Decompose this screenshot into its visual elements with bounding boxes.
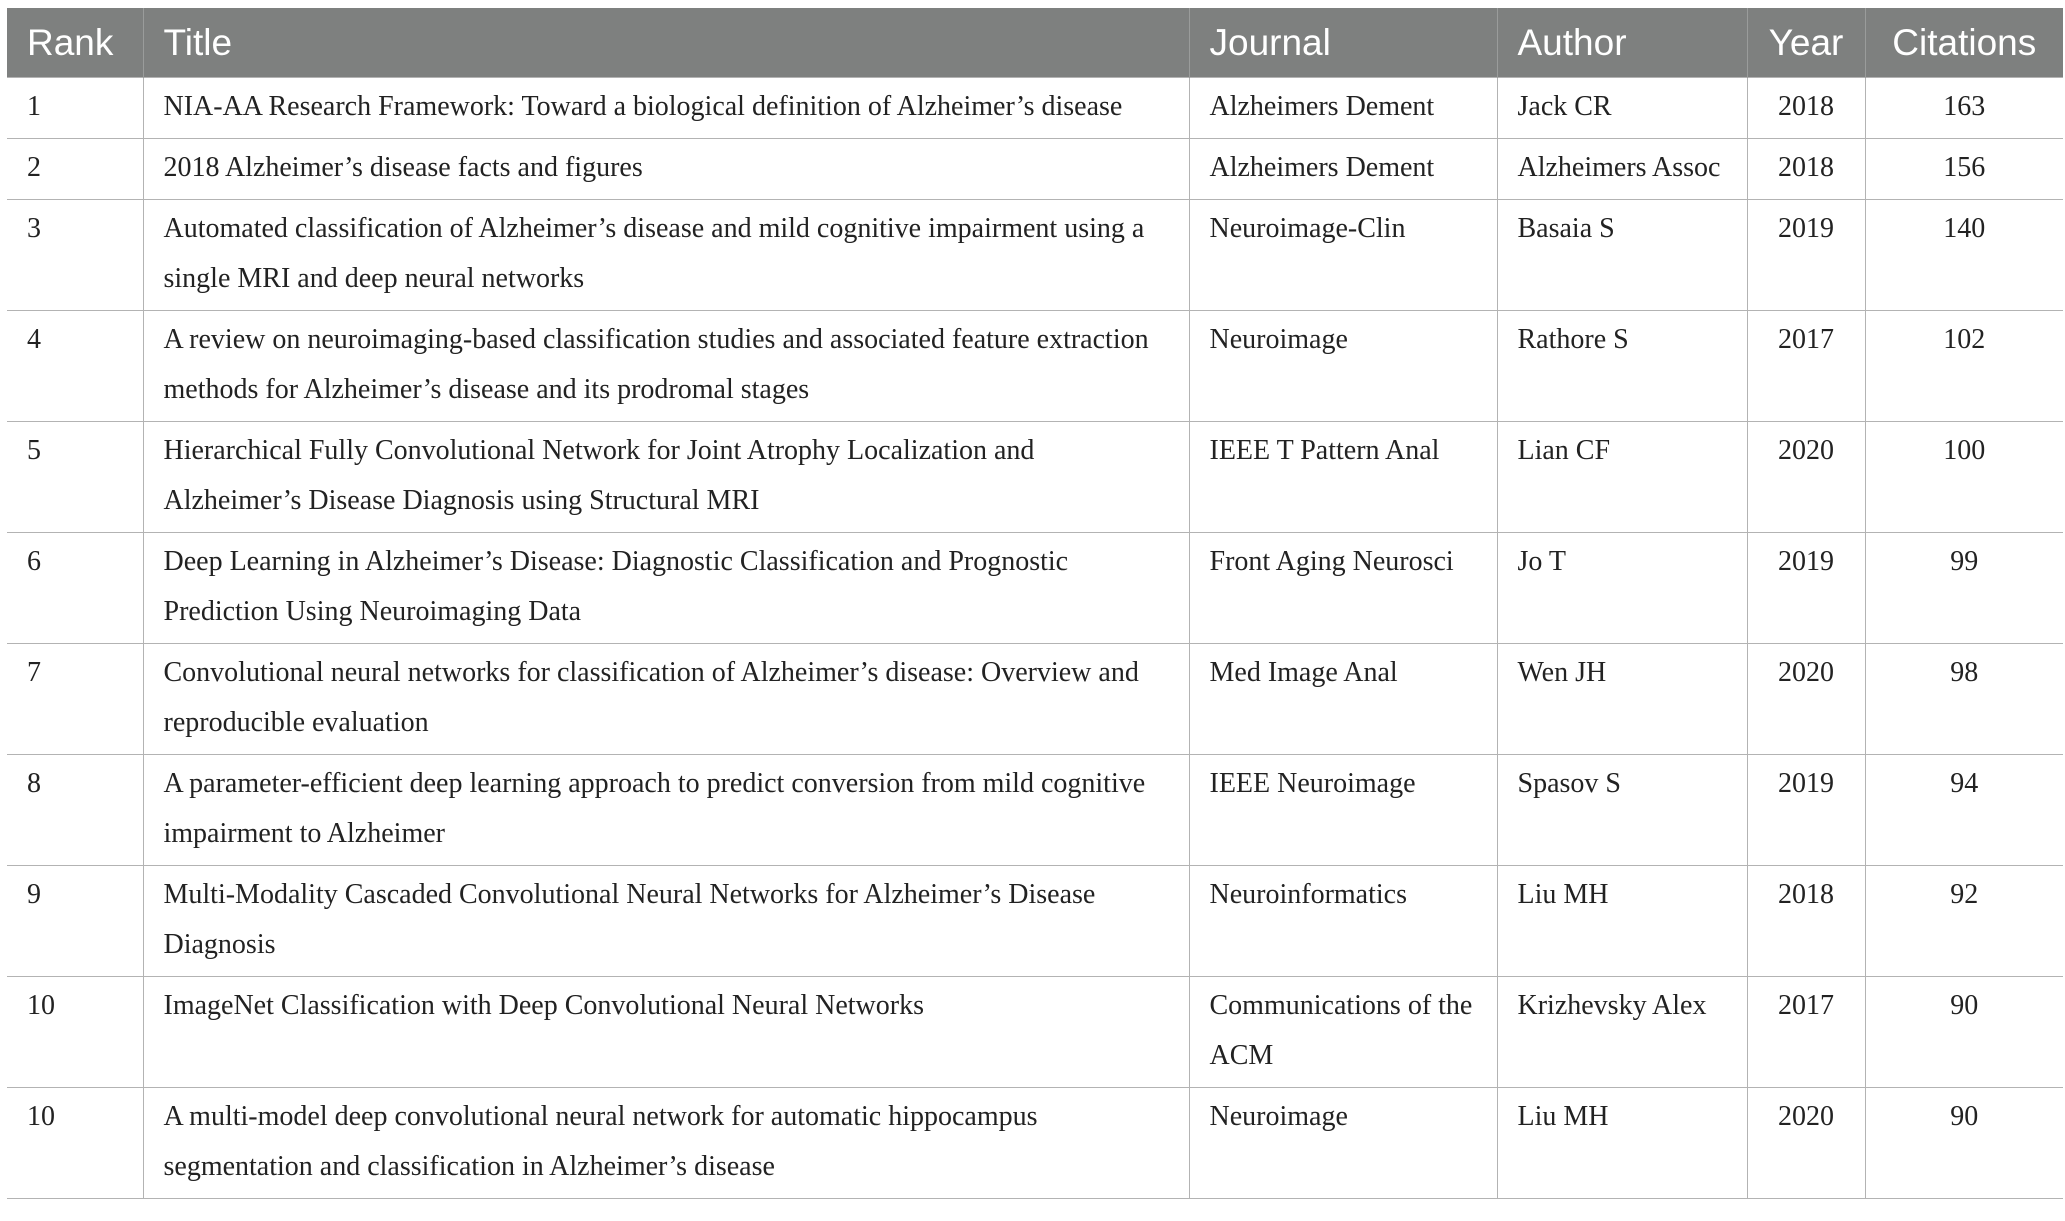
cell-author: Alzheimers Assoc (1497, 139, 1747, 200)
cell-author: Jo T (1497, 533, 1747, 644)
cell-title: Multi-Modality Cascaded Convolutional Neural Networks for Alzheimer’s Disease Diagnosis (143, 866, 1189, 977)
cell-year: 2020 (1747, 422, 1865, 533)
cell-author: Rathore S (1497, 311, 1747, 422)
cell-citations: 90 (1865, 977, 2063, 1088)
cell-year: 2018 (1747, 78, 1865, 139)
cell-journal: IEEE T Pattern Anal (1189, 422, 1497, 533)
cell-rank: 5 (7, 422, 143, 533)
cell-citations: 102 (1865, 311, 2063, 422)
cell-year: 2020 (1747, 1088, 1865, 1199)
cell-rank: 10 (7, 977, 143, 1088)
cell-title: Automated classification of Alzheimer’s disease and mild cognitive impairment using a single MRI and deep neural networks (143, 200, 1189, 311)
table-row (7, 755, 2063, 866)
cell-journal: Alzheimers Dement (1189, 139, 1497, 200)
cell-author: Krizhevsky Alex (1497, 977, 1747, 1088)
header-row (7, 8, 2063, 78)
table-row (7, 644, 2063, 755)
cell-year: 2019 (1747, 200, 1865, 311)
cell-title: ImageNet Classification with Deep Convolutional Neural Networks (143, 977, 1189, 1088)
cell-rank: 9 (7, 866, 143, 977)
cell-year: 2020 (1747, 644, 1865, 755)
cell-author: Spasov S (1497, 755, 1747, 866)
cell-title: Hierarchical Fully Convolutional Network for Joint Atrophy Localization and Alzheimer’s Disease Diagnosis using Structural MRI (143, 422, 1189, 533)
header-rank: Rank (7, 8, 143, 78)
table-row (7, 866, 2063, 977)
cell-year: 2019 (1747, 755, 1865, 866)
table-row (7, 977, 2063, 1088)
cell-author: Liu MH (1497, 866, 1747, 977)
cell-title: NIA-AA Research Framework: Toward a biological definition of Alzheimer’s disease (143, 78, 1189, 139)
cell-rank: 4 (7, 311, 143, 422)
cell-rank: 2 (7, 139, 143, 200)
cell-journal: IEEE Neuroimage (1189, 755, 1497, 866)
table-row (7, 311, 2063, 422)
citations-table (7, 8, 2063, 1199)
cell-journal: Neuroimage (1189, 311, 1497, 422)
citations-table-container (7, 8, 2063, 1199)
cell-title: A parameter-efficient deep learning approach to predict conversion from mild cognitive impairment to Alzheimer (143, 755, 1189, 866)
cell-rank: 10 (7, 1088, 143, 1199)
cell-citations: 98 (1865, 644, 2063, 755)
cell-title: A review on neuroimaging-based classification studies and associated feature extraction methods for Alzheimer’s disease and its prodromal stages (143, 311, 1189, 422)
cell-author: Basaia S (1497, 200, 1747, 311)
cell-year: 2017 (1747, 311, 1865, 422)
table-row (7, 200, 2063, 311)
cell-title: Deep Learning in Alzheimer’s Disease: Diagnostic Classification and Prognostic Prediction Using Neuroimaging Data (143, 533, 1189, 644)
cell-year: 2019 (1747, 533, 1865, 644)
cell-year: 2018 (1747, 139, 1865, 200)
cell-rank: 3 (7, 200, 143, 311)
table-body (7, 78, 2063, 1199)
cell-rank: 6 (7, 533, 143, 644)
table-header (7, 8, 2063, 78)
table-row (7, 78, 2063, 139)
cell-title: A multi-model deep convolutional neural network for automatic hippocampus segmentation and classification in Alzheimer’s disease (143, 1088, 1189, 1199)
cell-journal: Front Aging Neurosci (1189, 533, 1497, 644)
cell-year: 2017 (1747, 977, 1865, 1088)
cell-citations: 100 (1865, 422, 2063, 533)
cell-citations: 140 (1865, 200, 2063, 311)
cell-journal: Alzheimers Dement (1189, 78, 1497, 139)
cell-author: Liu MH (1497, 1088, 1747, 1199)
cell-citations: 92 (1865, 866, 2063, 977)
cell-citations: 156 (1865, 139, 2063, 200)
cell-author: Wen JH (1497, 644, 1747, 755)
header-citations: Citations (1865, 8, 2063, 78)
cell-rank: 1 (7, 78, 143, 139)
cell-journal: Neuroimage-Clin (1189, 200, 1497, 311)
cell-citations: 94 (1865, 755, 2063, 866)
table-row (7, 422, 2063, 533)
table-row (7, 1088, 2063, 1199)
header-year: Year (1747, 8, 1865, 78)
cell-journal: Med Image Anal (1189, 644, 1497, 755)
table-row (7, 533, 2063, 644)
cell-title: Convolutional neural networks for classification of Alzheimer’s disease: Overview and reproducible evaluation (143, 644, 1189, 755)
cell-rank: 7 (7, 644, 143, 755)
cell-author: Lian CF (1497, 422, 1747, 533)
cell-rank: 8 (7, 755, 143, 866)
cell-citations: 90 (1865, 1088, 2063, 1199)
cell-journal: Neuroinformatics (1189, 866, 1497, 977)
header-journal: Journal (1189, 8, 1497, 78)
cell-year: 2018 (1747, 866, 1865, 977)
header-title: Title (143, 8, 1189, 78)
cell-citations: 163 (1865, 78, 2063, 139)
cell-title: 2018 Alzheimer’s disease facts and figures (143, 139, 1189, 200)
cell-citations: 99 (1865, 533, 2063, 644)
cell-journal: Neuroimage (1189, 1088, 1497, 1199)
cell-journal: Communications of the ACM (1189, 977, 1497, 1088)
header-author: Author (1497, 8, 1747, 78)
table-row (7, 139, 2063, 200)
cell-author: Jack CR (1497, 78, 1747, 139)
